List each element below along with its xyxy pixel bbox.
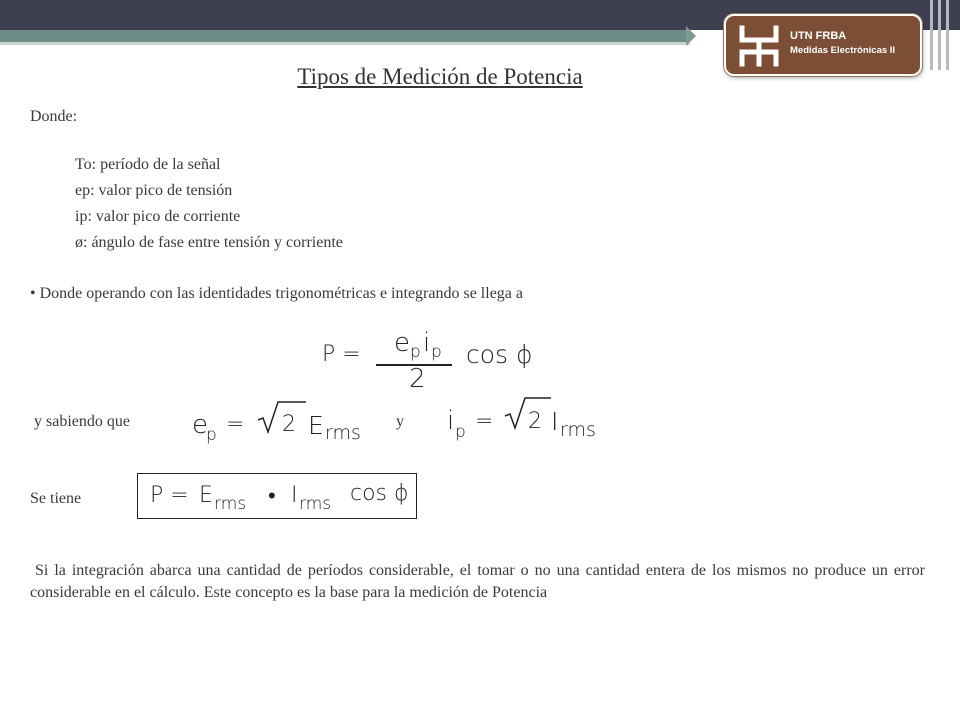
formula3-lhs: i <box>447 406 455 436</box>
formula4-e: E <box>199 483 213 508</box>
header-strip-arrow <box>686 26 696 46</box>
utn-logo-icon <box>736 24 782 68</box>
formula1-num-i-sub: p <box>431 342 442 362</box>
result-label: Se tiene <box>30 490 82 507</box>
header-vertical-lines <box>928 0 960 70</box>
formula1-den: 2 <box>409 364 426 394</box>
definition-item: ep: valor pico de tensión <box>75 182 233 199</box>
page-title: Tipos de Medición de Potencia <box>297 64 583 89</box>
definition-item: ip: valor pico de corriente <box>75 208 241 225</box>
header-accent-line <box>0 42 690 45</box>
intro-text: Donde: <box>30 108 78 125</box>
formula2-eq: = <box>226 412 245 437</box>
formula3-sqrt-symbol <box>503 394 551 434</box>
formula4-rhs: cos ϕ <box>350 481 409 506</box>
formula2-var: E <box>308 411 324 440</box>
formula3-eq: = <box>475 409 494 434</box>
formula4-e-sub: rms <box>214 494 247 514</box>
logo-subtitle: Medidas Electrónicas II <box>790 45 896 56</box>
formula2-var-sub: rms <box>325 422 361 444</box>
bullet-text: • Donde operando con las identidades trigonométricas e integrando se llega a <box>30 285 523 302</box>
formula3-lhs-sub: p <box>455 422 466 442</box>
formula1-num-i: i <box>423 328 431 358</box>
formula3-var: I <box>551 407 559 436</box>
formula4-i-sub: rms <box>299 494 332 514</box>
logo-title: UTN FRBA <box>790 30 847 42</box>
formula1-lhs: P = <box>322 342 361 367</box>
header-accent-strip <box>0 30 690 42</box>
definition-item: ø: ángulo de fase entre tensión y corriente <box>75 234 343 251</box>
formula1-num-e: e <box>394 328 410 358</box>
formula1-rhs: cos ϕ <box>466 340 533 369</box>
knowing-label: y sabiendo que <box>34 413 130 430</box>
conclusion-paragraph: Si la integración abarca una cantidad de períodos considerable, el tomar o no una cantidad entera de los mismos no produce un error considerable en el cálculo. Este concepto es la base para la medición de Potencia <box>30 562 925 601</box>
and-label: y <box>396 413 404 430</box>
formula2-lhs: e <box>192 410 208 440</box>
formula4-lhs: P = <box>150 483 189 508</box>
formula2-coef: 2 <box>282 412 296 437</box>
formula1-num-e-sub: p <box>410 342 421 362</box>
formula4-dot: • <box>268 484 276 509</box>
formula4-i: I <box>291 483 298 508</box>
definition-item: To: período de la señal <box>75 156 221 173</box>
formula3-coef: 2 <box>528 409 542 434</box>
formula2-sqrt-symbol <box>256 398 306 438</box>
formula2-lhs-sub: p <box>206 425 217 445</box>
formula3-var-sub: rms <box>560 419 596 441</box>
